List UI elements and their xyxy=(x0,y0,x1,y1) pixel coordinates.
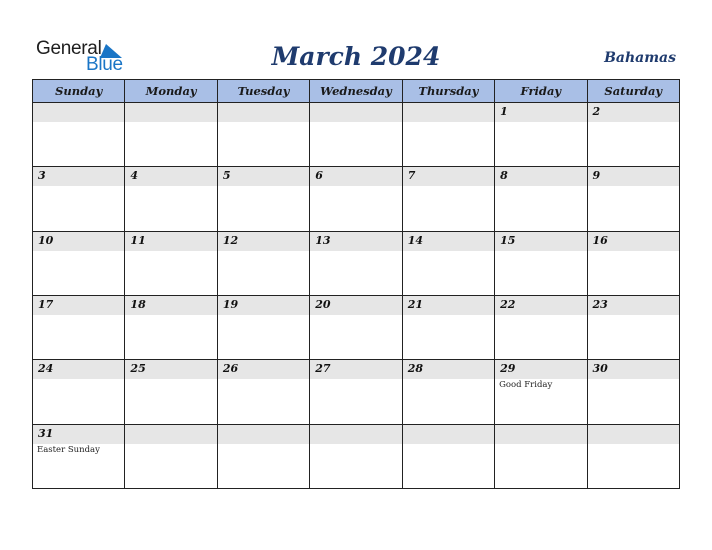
day-cell xyxy=(125,231,217,295)
day-number: 17 xyxy=(38,297,54,311)
day-number: 13 xyxy=(315,233,331,247)
day-cell xyxy=(402,231,494,295)
day-number-bar xyxy=(588,103,679,122)
day-number: 7 xyxy=(407,169,416,183)
day-number-bar xyxy=(33,425,124,444)
weekday-header-friday: Friday xyxy=(495,80,587,103)
day-cell xyxy=(33,103,125,167)
day-number-bar xyxy=(495,232,586,251)
day-number: 6 xyxy=(315,169,323,183)
day-number-bar xyxy=(310,425,401,444)
day-number: 11 xyxy=(130,233,146,247)
day-cell xyxy=(310,231,402,295)
day-number-bar xyxy=(125,232,216,251)
day-cell xyxy=(217,295,309,359)
day-number-bar xyxy=(588,167,679,186)
day-number: 18 xyxy=(130,297,146,311)
day-cell xyxy=(310,295,402,359)
day-number-bar xyxy=(33,103,124,122)
day-cell xyxy=(587,231,679,295)
day-number: 23 xyxy=(592,297,608,311)
day-cell xyxy=(587,360,679,424)
day-number: 22 xyxy=(500,297,516,311)
day-number-bar xyxy=(218,103,309,122)
day-cell xyxy=(587,424,679,488)
day-cell xyxy=(587,103,679,167)
month-calendar-grid xyxy=(32,79,680,489)
day-number: 9 xyxy=(592,169,601,183)
day-cell xyxy=(495,295,587,359)
day-number-bar xyxy=(310,296,401,315)
week-row xyxy=(33,103,680,167)
day-cell xyxy=(495,231,587,295)
week-row xyxy=(33,360,680,424)
day-number: 20 xyxy=(315,297,331,311)
day-number-bar xyxy=(33,296,124,315)
day-number: 5 xyxy=(222,169,231,183)
weekday-header-saturday: Saturday xyxy=(587,80,679,103)
day-number: 4 xyxy=(130,169,139,183)
day-cell xyxy=(33,231,125,295)
day-cell xyxy=(310,360,402,424)
day-number-bar xyxy=(33,232,124,251)
day-number-bar xyxy=(218,296,309,315)
day-number-bar xyxy=(403,296,494,315)
day-number: 12 xyxy=(222,233,239,247)
day-number-bar xyxy=(33,167,124,186)
day-number-bar xyxy=(403,425,494,444)
day-number-bar xyxy=(403,232,494,251)
day-number-bar xyxy=(125,103,216,122)
day-cell xyxy=(217,167,309,231)
day-number-bar xyxy=(125,296,216,315)
weekday-header-thursday: Thursday xyxy=(402,80,494,103)
day-cell xyxy=(310,103,402,167)
day-number-bar xyxy=(125,167,216,186)
day-number-bar xyxy=(403,103,494,122)
day-number-bar xyxy=(33,360,124,379)
day-cell xyxy=(217,360,309,424)
day-cell xyxy=(402,424,494,488)
day-cell xyxy=(587,167,679,231)
day-number: 8 xyxy=(500,169,508,183)
week-row xyxy=(33,167,680,231)
week-row xyxy=(33,295,680,359)
day-number-bar xyxy=(495,425,586,444)
day-number-bar xyxy=(218,425,309,444)
day-number: 26 xyxy=(222,362,239,376)
day-cell xyxy=(217,103,309,167)
day-cell xyxy=(125,295,217,359)
weekday-header-sunday: Sunday xyxy=(33,80,125,103)
day-number-bar xyxy=(495,167,586,186)
day-number: 1 xyxy=(500,105,508,118)
holiday-label: Good Friday xyxy=(499,380,553,391)
week-row xyxy=(33,424,680,488)
day-cell xyxy=(33,424,125,488)
calendar-body xyxy=(33,103,680,489)
day-cell xyxy=(402,295,494,359)
day-number: 31 xyxy=(38,426,54,440)
day-number: 30 xyxy=(592,362,608,376)
day-number-bar xyxy=(310,103,401,122)
day-number-bar xyxy=(588,360,679,379)
day-number-bar xyxy=(125,425,216,444)
day-cell xyxy=(33,295,125,359)
day-cell xyxy=(125,424,217,488)
weekday-header-wednesday: Wednesday xyxy=(310,80,402,103)
day-cell xyxy=(310,424,402,488)
weekday-header-monday: Monday xyxy=(125,80,217,103)
day-cell xyxy=(402,103,494,167)
day-number-bar xyxy=(125,360,216,379)
country-label: Bahamas xyxy=(604,50,676,66)
day-number: 16 xyxy=(592,233,608,247)
day-number: 25 xyxy=(130,362,146,376)
day-number-bar xyxy=(218,167,309,186)
logo-word-blue: Blue xyxy=(86,54,123,75)
holiday-label: Easter Sunday xyxy=(37,444,100,455)
logo-word-general: General xyxy=(36,38,102,59)
day-cell xyxy=(125,360,217,424)
day-cell xyxy=(587,295,679,359)
weekday-header-row xyxy=(33,80,680,103)
day-number: 27 xyxy=(315,362,331,376)
day-cell xyxy=(33,167,125,231)
day-number: 28 xyxy=(407,362,423,376)
day-number-bar xyxy=(495,360,586,379)
day-number: 10 xyxy=(38,233,54,247)
day-cell xyxy=(402,167,494,231)
day-number: 21 xyxy=(407,297,423,311)
day-number-bar xyxy=(403,167,494,186)
day-number-bar xyxy=(310,167,401,186)
day-cell xyxy=(495,360,587,424)
day-number-bar xyxy=(495,103,586,122)
day-number-bar xyxy=(588,425,679,444)
day-number: 2 xyxy=(592,105,601,118)
day-number: 14 xyxy=(407,233,423,247)
day-cell xyxy=(402,360,494,424)
day-number: 29 xyxy=(500,362,516,376)
day-cell xyxy=(495,424,587,488)
day-cell xyxy=(495,103,587,167)
day-number-bar xyxy=(403,360,494,379)
day-number-bar xyxy=(218,360,309,379)
day-number-bar xyxy=(588,296,679,315)
day-cell xyxy=(125,167,217,231)
calendar-title: March 2024 xyxy=(271,42,441,71)
day-number: 24 xyxy=(38,362,54,376)
weekday-header-tuesday: Tuesday xyxy=(217,80,309,103)
day-number: 19 xyxy=(222,297,239,311)
day-number-bar xyxy=(310,232,401,251)
week-row xyxy=(33,231,680,295)
day-cell xyxy=(125,103,217,167)
day-number-bar xyxy=(218,232,309,251)
day-cell xyxy=(310,167,402,231)
day-cell xyxy=(217,424,309,488)
day-number-bar xyxy=(310,360,401,379)
day-number: 15 xyxy=(500,233,516,247)
day-cell xyxy=(495,167,587,231)
day-cell xyxy=(33,360,125,424)
day-cell xyxy=(217,231,309,295)
day-number-bar xyxy=(495,296,586,315)
day-number: 3 xyxy=(38,169,46,183)
day-number-bar xyxy=(588,232,679,251)
